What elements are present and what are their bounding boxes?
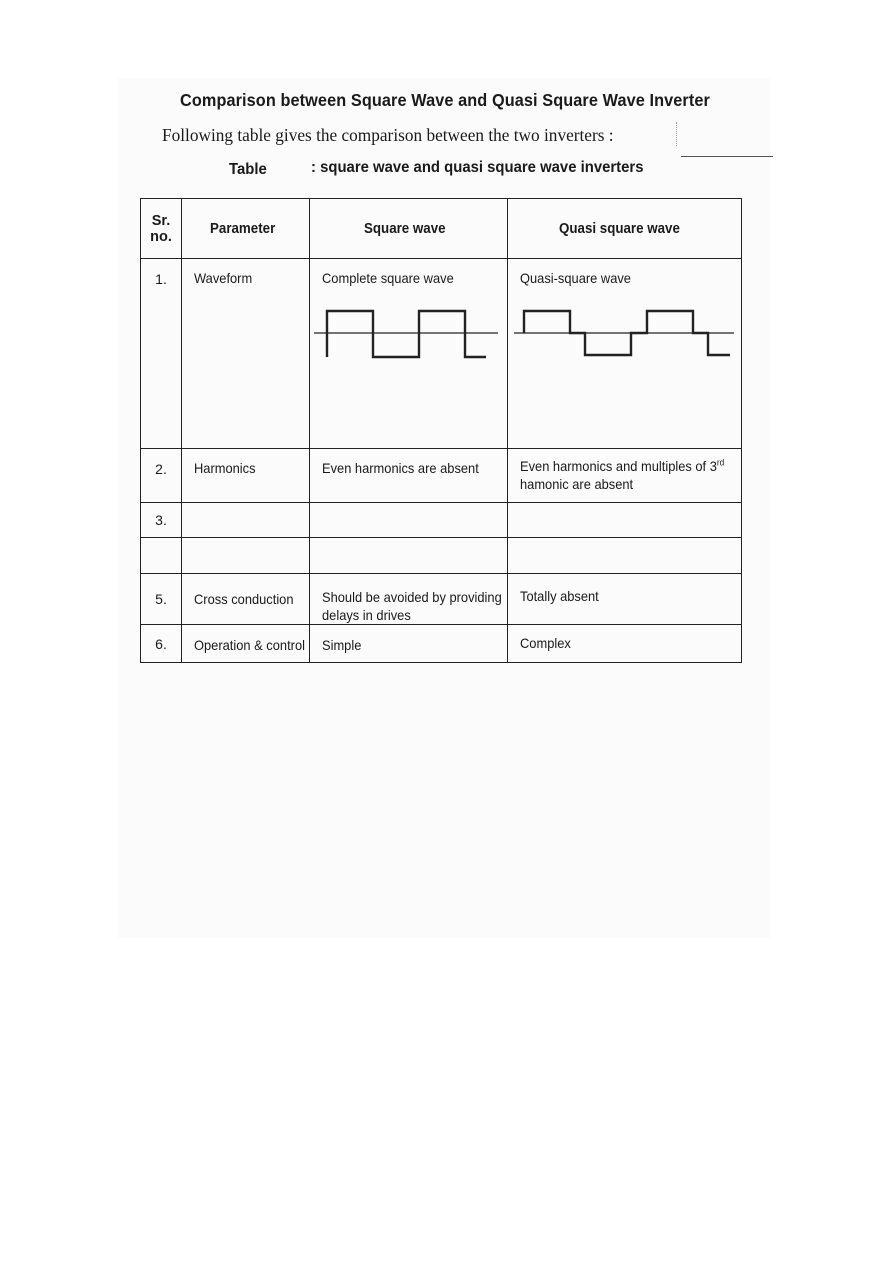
row-square-cell (310, 259, 508, 449)
row-parameter-text (182, 503, 309, 513)
table-row (141, 574, 742, 625)
row-square-cell (310, 503, 508, 538)
table-row (141, 503, 742, 538)
row-parameter-text: Waveform (194, 270, 253, 286)
margin-rule (681, 156, 773, 157)
page-heading: Comparison between Square Wave and Quasi Square Wave Inverter (180, 90, 710, 110)
comparison-table (140, 198, 742, 663)
row-parameter-text: Harmonics (194, 460, 256, 476)
row-parameter-text (182, 538, 309, 548)
table-row (141, 625, 742, 663)
row-parameter-text: Cross conduction (194, 591, 294, 607)
row-quasi-cell (508, 259, 742, 449)
row-parameter (182, 538, 310, 574)
row-number: 3. (141, 503, 182, 538)
row-quasi-text: Complex (520, 635, 571, 651)
row-square-text (310, 503, 507, 513)
table-row (141, 538, 742, 574)
table-caption-text: : square wave and quasi square wave inverters (311, 159, 644, 176)
row-quasi-text (508, 503, 741, 513)
row-number: 1. (141, 259, 182, 449)
table-row (141, 449, 742, 503)
row-square-text (310, 538, 507, 548)
row-quasi-cell (508, 538, 742, 574)
row-quasi-text: Quasi-square wave (520, 270, 631, 286)
row-number: 5. (141, 574, 182, 625)
row-parameter-text: Operation & control (194, 637, 305, 653)
header-sr-no (141, 199, 182, 259)
row-quasi-text-post: hamonic are absent (520, 476, 634, 492)
row-quasi-text (508, 538, 741, 548)
row-parameter (182, 449, 310, 503)
row-quasi-text: Totally absent (520, 588, 599, 604)
row-quasi-superscript: rd (716, 457, 725, 468)
quasi-square-waveform-icon (508, 287, 740, 367)
row-quasi-cell (508, 625, 742, 663)
row-square-text: Complete square wave (322, 270, 454, 286)
row-quasi-cell (508, 503, 742, 538)
header-parameter (182, 199, 310, 259)
header-square-label: Square wave (364, 220, 446, 237)
row-number: 2. (141, 449, 182, 503)
row-parameter (182, 503, 310, 538)
row-parameter (182, 259, 310, 449)
row-square-text: Should be avoided by providing delays in drives (322, 589, 502, 623)
header-quasi-label: Quasi square wave (558, 220, 680, 237)
row-square-cell (310, 449, 508, 503)
row-parameter (182, 625, 310, 663)
header-parameter-label: Parameter (210, 220, 276, 237)
row-quasi-text-pre: Even harmonics and multiples of 3 (520, 458, 717, 474)
header-sr-line2: no. (150, 228, 172, 245)
row-square-text: Even harmonics are absent (322, 460, 479, 476)
square-waveform-icon (310, 287, 506, 367)
header-sr-line1: Sr. (151, 212, 171, 229)
row-square-cell (310, 574, 508, 625)
header-quasi-square-wave (508, 199, 742, 259)
row-square-text: Simple (322, 637, 362, 653)
table-caption-label: Table (229, 161, 267, 178)
scan-mark (676, 122, 677, 146)
header-square-wave (310, 199, 508, 259)
table-row (141, 259, 742, 449)
row-square-cell (310, 625, 508, 663)
intro-text: Following table gives the comparison between the two inverters : (162, 125, 614, 145)
row-quasi-cell (508, 574, 742, 625)
row-number: 6. (141, 625, 182, 663)
row-number (141, 538, 182, 574)
row-parameter (182, 574, 310, 625)
row-square-cell (310, 538, 508, 574)
row-quasi-line1 (520, 457, 724, 475)
row-quasi-cell (508, 449, 742, 503)
table-header-row (141, 199, 742, 259)
